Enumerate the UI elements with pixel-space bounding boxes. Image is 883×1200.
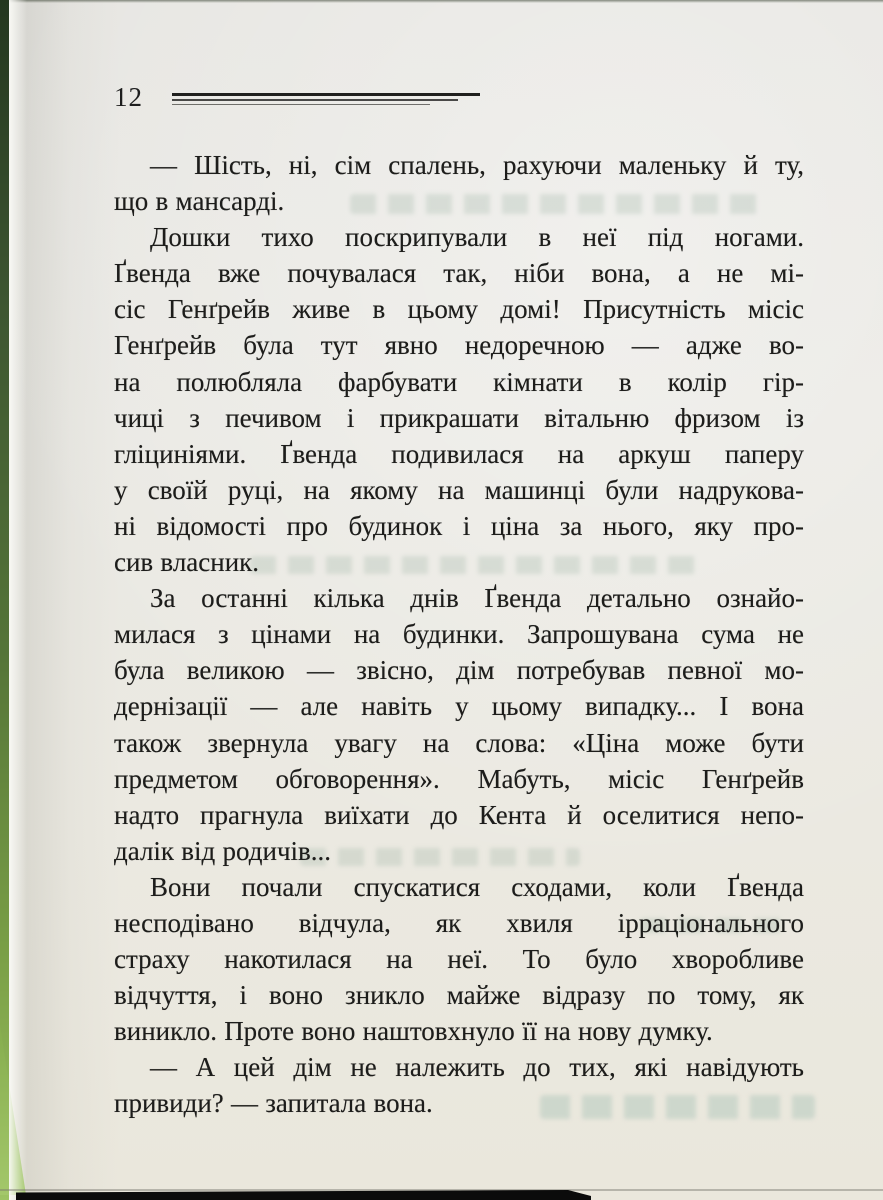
text-line: сив власник.: [114, 547, 260, 578]
text-line: За останні кілька днів Ґвенда детально ознайо-: [150, 583, 804, 614]
page-number: 12: [114, 82, 143, 112]
text-line: страху накотилася на неї. То було хворобливе: [114, 944, 804, 975]
text-line: відчуття, і воно зникло майже відразу по тому, як: [114, 980, 804, 1011]
page-header: [114, 82, 804, 113]
paragraph: [114, 869, 804, 1049]
text-line: Дошки тихо поскрипували в неї під ногами.: [150, 222, 804, 253]
text-line: також звернула увагу на слова: «Ціна може бути: [114, 727, 804, 758]
page-edge-highlight: [9, 0, 27, 1200]
text-line: Ґвенда вже почувалася так, ніби вона, а не мі-: [114, 258, 804, 289]
text-line: Генґрейв була тут явно недоречною — адже во-: [114, 330, 804, 361]
text-line: надто прагнула виїхати до Кента й оселитися непо-: [114, 799, 804, 830]
text-line: — Шість, ні, сім спалень, рахуючи маленьку й ту,: [150, 150, 804, 180]
table-shadow-band: [16, 1190, 591, 1200]
page-top-edge: [0, 0, 883, 3]
body-text: [114, 147, 804, 1122]
text-line: була великою — звісно, дім потребував певної мо-: [114, 655, 804, 686]
text-line: гліциніями. Ґвенда подивилася на аркуш паперу: [114, 438, 804, 469]
paragraph: [114, 580, 804, 869]
text-line: милася з цінами на будинки. Запрошувана сума не: [114, 619, 804, 650]
header-rule: [172, 93, 480, 105]
header-rule-line: [172, 99, 458, 101]
text-line: чиці з печивом і прикрашати вітальню фризом із: [114, 402, 804, 433]
text-line: дернізації — але навіть у цьому випадку... І вона: [114, 691, 804, 722]
paragraph: [114, 1049, 804, 1121]
header-rule-line: [172, 104, 430, 105]
text-line: — А цей дім не належить до тих, які навідують: [150, 1052, 804, 1083]
text-line: несподівано відчула, як хвиля ірраціонального: [114, 907, 804, 938]
text-line: на полюбляла фарбувати кімнати в колір гір-: [114, 366, 804, 397]
book-cover-edge: [0, 0, 9, 1200]
text-line: у своїй руці, на якому на машинці були надрукова-: [114, 474, 804, 505]
text-line: сіс Генґрейв живе в цьому домі! Присутність місіс: [114, 294, 804, 325]
text-line: предметом обговорення». Мабуть, місіс Генґрейв: [114, 763, 804, 794]
paragraph: [114, 147, 804, 219]
text-line: виникло. Проте воно наштовхнуло її на нову думку.: [114, 1016, 713, 1047]
text-line: ні відомості про будинок і ціна за нього, яку про-: [114, 510, 804, 541]
text-line: привиди? — запитала вона.: [114, 1088, 433, 1119]
text-line: далік від родичів...: [114, 835, 332, 866]
paragraph: [114, 219, 804, 580]
header-rule-line: [172, 93, 480, 96]
text-line: Вони почали спускатися сходами, коли Ґвенда: [150, 871, 804, 902]
text-line: що в мансарді.: [114, 186, 285, 217]
